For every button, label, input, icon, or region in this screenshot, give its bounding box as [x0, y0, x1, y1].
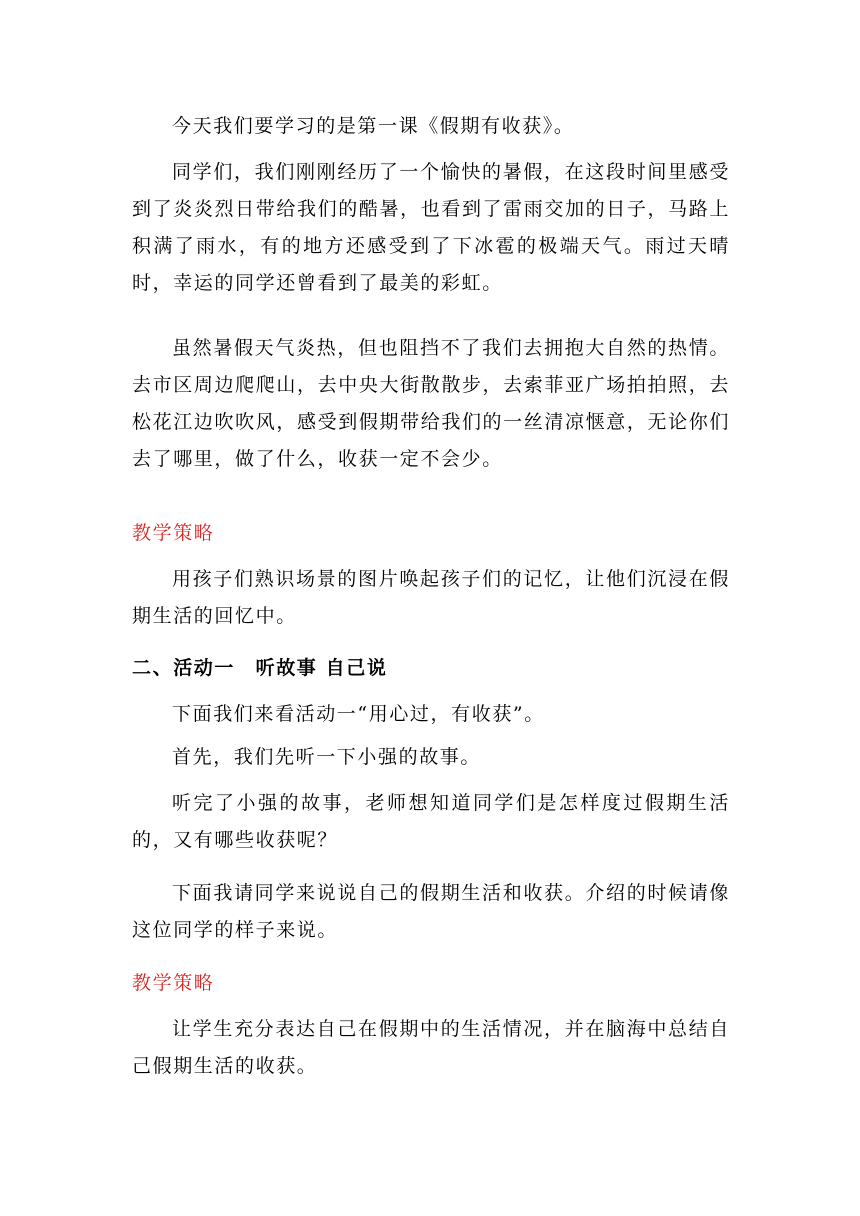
paragraph-activity-intro: 下面我们来看活动一“用心过，有收获”。 — [172, 703, 545, 725]
paragraph-strategy-1: 用孩子们熟识场景的图片唤起孩子们的记忆，让他们沉浸在假期生活的回忆中。 — [132, 568, 730, 627]
paragraph-listen-story: 首先，我们先听一下小强的故事。 — [172, 746, 482, 768]
paragraph-summer-activities: 虽然暑假天气炎热，但也阻挡不了我们去拥抱大自然的热情。去市区周边爬爬山，去中央大街散散步，去索菲亚广场拍拍照，去松花江边吹吹风，感受到假期带给我们的一丝清凉惬意，无论你们去了哪里，做了什么，收获一定不会少。 — [132, 337, 730, 470]
section-heading-activity-one: 二、活动一 听故事 自己说 — [132, 657, 388, 679]
teaching-strategy-label-1: 教学策略 — [132, 522, 215, 544]
paragraph-teacher-question: 听完了小强的故事，老师想知道同学们是怎样度过假期生活的，又有哪些收获呢？ — [132, 792, 730, 851]
paragraph-strategy-2: 让学生充分表达自己在假期中的生活情况，并在脑海中总结自己假期生活的收获。 — [132, 1018, 730, 1077]
teaching-strategy-label-2: 教学策略 — [132, 972, 215, 994]
paragraph-student-share: 下面我请同学来说说自己的假期生活和收获。介绍的时候请像这位同学的样子来说。 — [132, 882, 730, 941]
paragraph-summer-weather: 同学们，我们刚刚经历了一个愉快的暑假，在这段时间里感受到了炎炎烈日带给我们的酷暑，也看到了雷雨交加的日子，马路上积满了雨水，有的地方还感受到了下冰雹的极端天气。雨过天晴时，幸运的同学还曾看到了最美的彩虹。 — [132, 161, 730, 294]
paragraph-intro: 今天我们要学习的是第一课《假期有收获》。 — [172, 115, 575, 137]
